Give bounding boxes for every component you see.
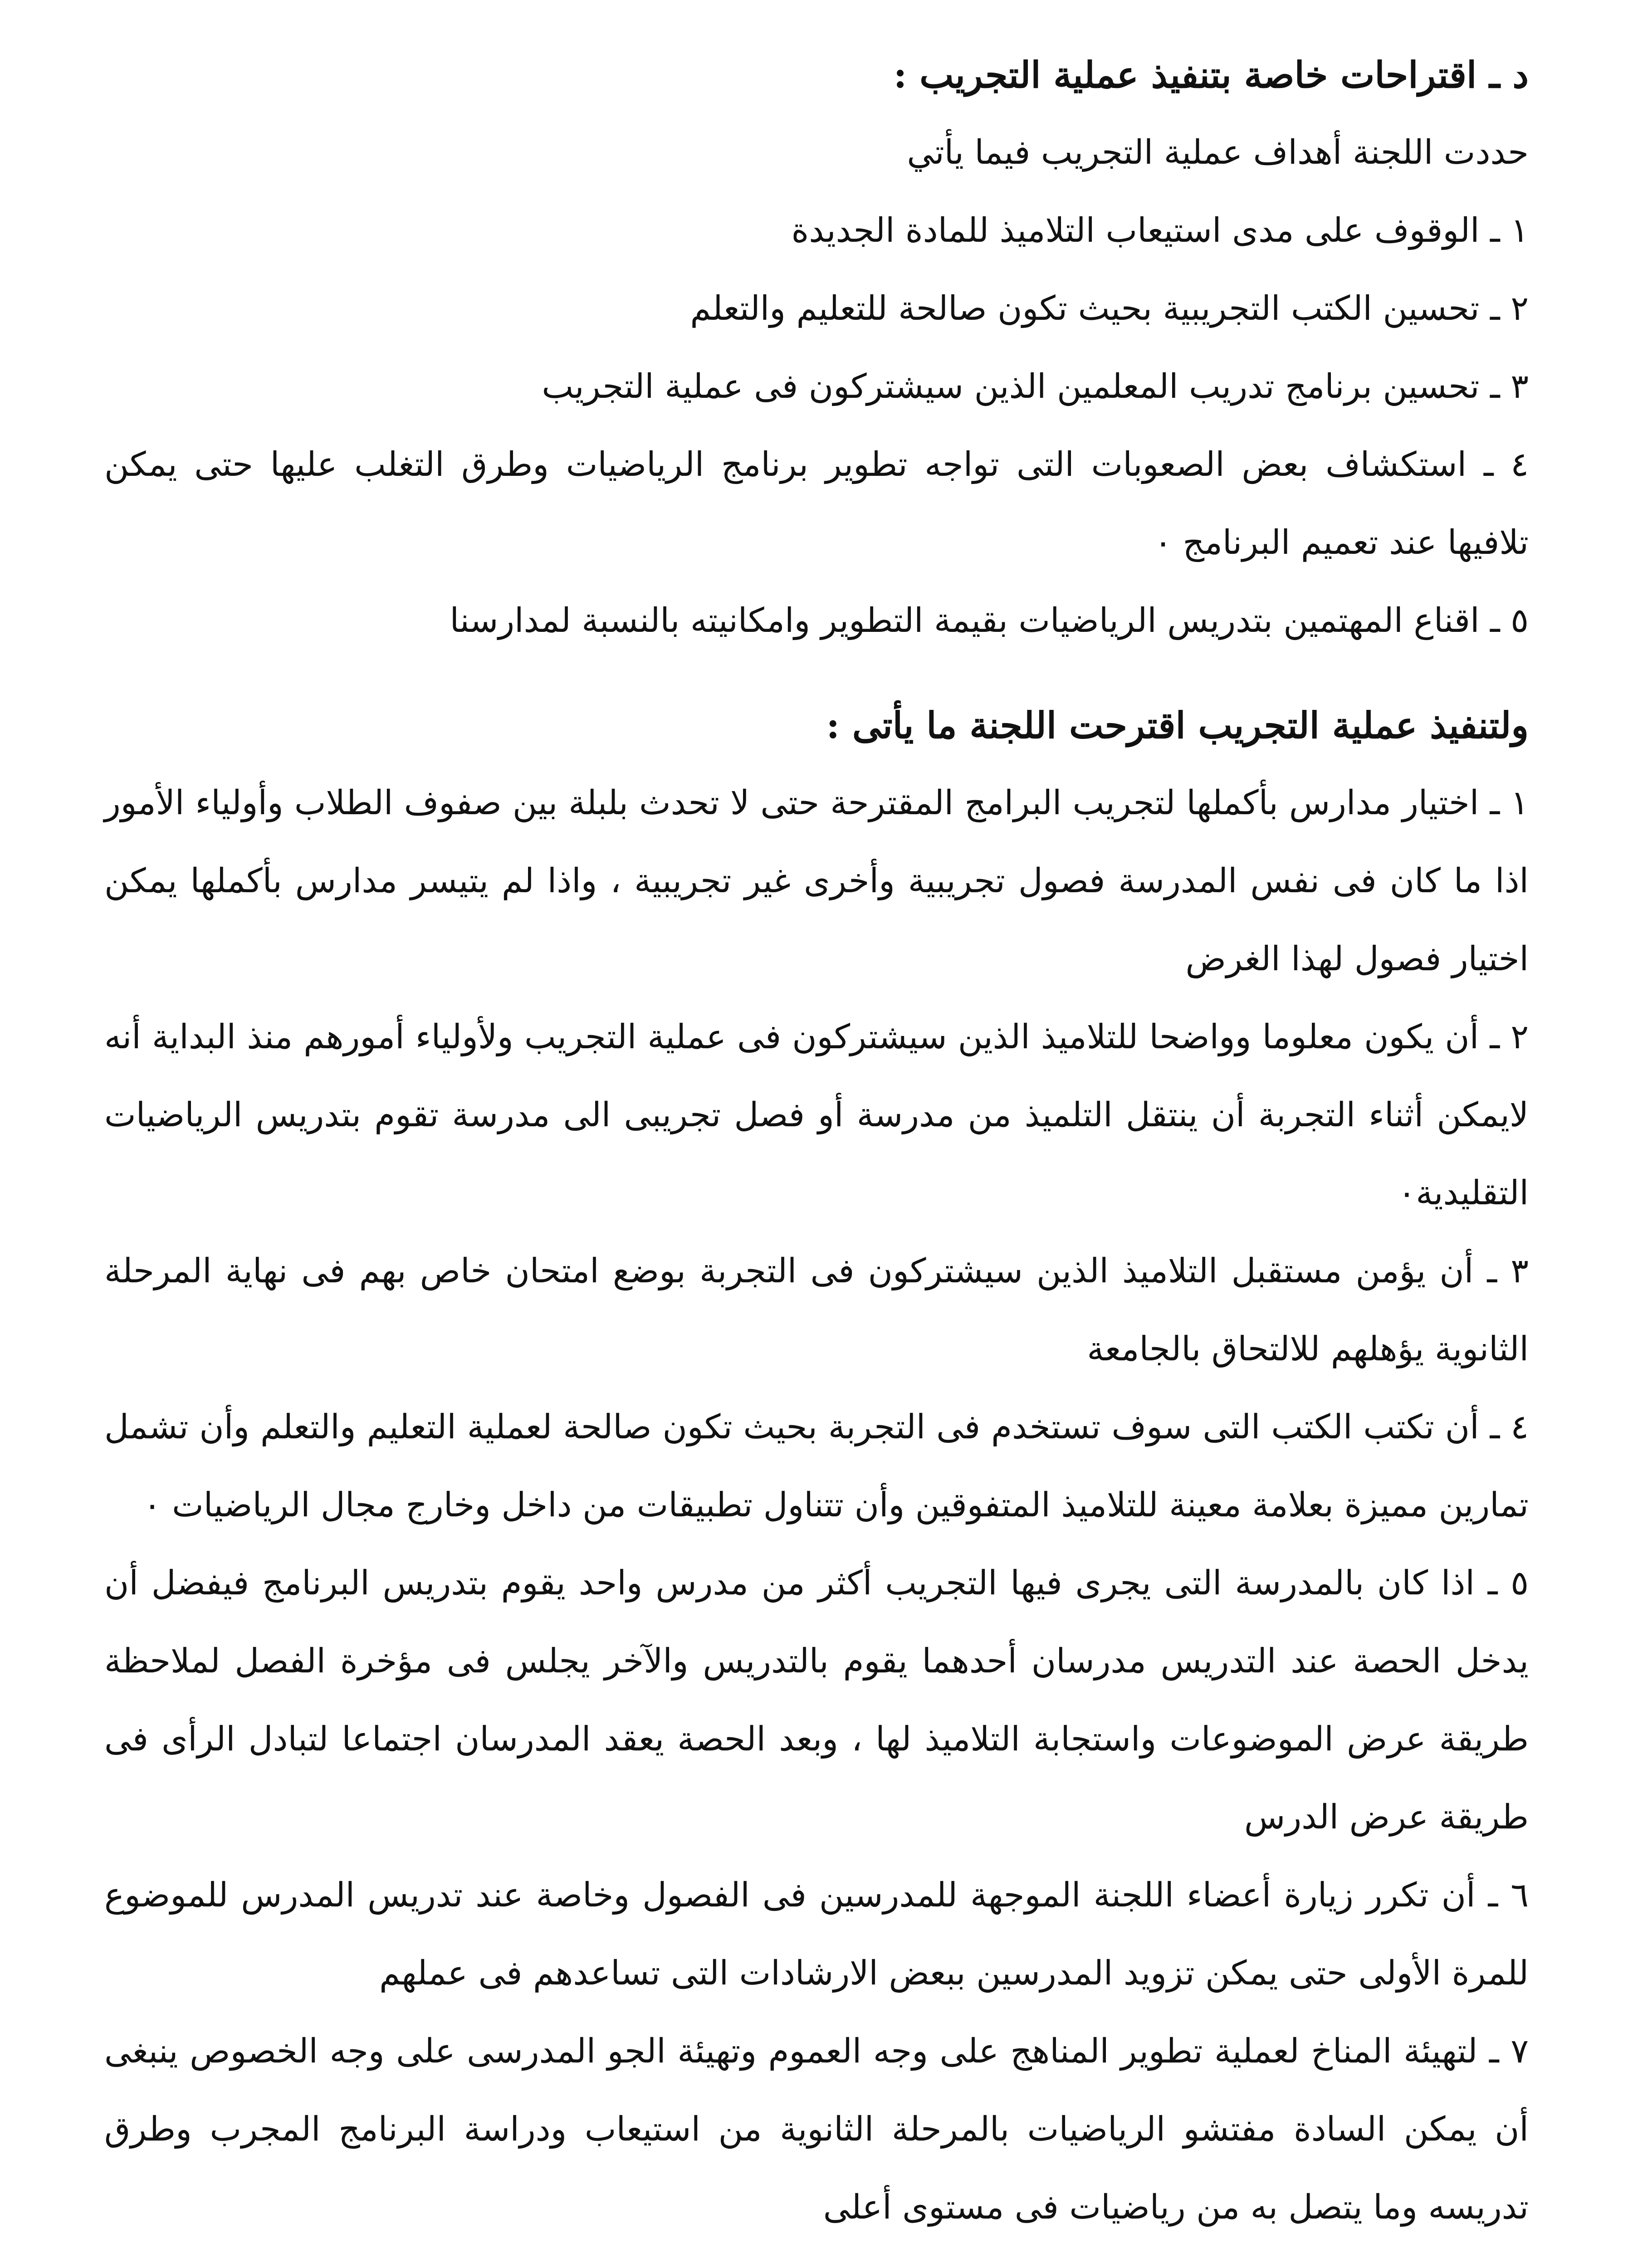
implementation-list xyxy=(104,764,1529,2246)
list-item: ٧ ـ لتهيئة المناخ لعملية تطوير المناهج على وجه العموم وتهيئة الجو المدرسى على وجه الخصوص ينبغى أن يمكن السادة مفتشو الرياضيات بالمرحلة الثانوية من استيعاب ودراسة البرنامج المجرب وطرق تدريسه وما يتصل به من رياضيات فى مستوى أعلى xyxy=(104,2032,1529,2227)
section-intro: حددت اللجنة أهداف عملية التجريب فيما يأتي xyxy=(907,133,1529,172)
list-item: ٥ ـ اذا كان بالمدرسة التى يجرى فيها التجريب أكثر من مدرس واحد يقوم بتدريس البرنامج فيفضل أن يدخل الحصة عند التدريس مدرسان أحدهما يقوم بالتدريس والآخر يجلس فى مؤخرة الفصل لملاحظة طريقة عرض الموضوعات واستجابة التلاميذ لها ، وبعد الحصة يعقد المدرسان اجتماعا لتبادل الرأى فى طريقة عرض الدرس xyxy=(104,1564,1529,1837)
list-item: ٦ ـ أن تكرر زيارة أعضاء اللجنة الموجهة للمدرسين فى الفصول وخاصة عند تدريس المدرس للموضوع للمرة الأولى حتى يمكن تزويد المدرسين ببعض الارشادات التى تساعدهم فى عملهم xyxy=(104,1876,1529,1993)
objectives-list xyxy=(104,191,1529,660)
document-page xyxy=(104,36,1529,2268)
list-item: ١ ـ اختيار مدارس بأكملها لتجريب البرامج المقترحة حتى لا تحدث بلبلة بين صفوف الطلاب وأولياء الأمور اذا ما كان فى نفس المدرسة فصول تجريبية وأخرى غير تجريبية ، واذا لم يتيسر مدارس بأكملها يمكن اختيار فصول لهذا الغرض xyxy=(104,783,1529,978)
section-implementation xyxy=(104,687,1529,2246)
section-heading: د ـ اقتراحات خاصة بتنفيذ عملية التجريب : xyxy=(893,54,1529,96)
section-heading: ولتنفيذ عملية التجريب اقترحت اللجنة ما يأتى : xyxy=(826,704,1529,747)
list-item: ٥ ـ اقناع المهتمين بتدريس الرياضيات بقيمة التطوير وامكانيته بالنسبة لمدارسنا xyxy=(450,601,1529,640)
list-item: ٣ ـ أن يؤمن مستقبل التلاميذ الذين سيشتركون فى التجربة بوضع امتحان خاص بهم فى نهاية المرحلة الثانوية يؤهلهم للالتحاق بالجامعة xyxy=(104,1251,1529,1369)
list-item: ٢ ـ أن يكون معلوما وواضحا للتلاميذ الذين سيشتركون فى عملية التجريب ولأولياء أمورهم منذ البداية أنه لايمكن أثناء التجربة أن ينتقل التلميذ من مدرسة أو فصل تجريبى الى مدرسة تقوم بتدريس الرياضيات التقليدية٠ xyxy=(104,1017,1529,1212)
list-item: ٢ ـ تحسين الكتب التجريبية بحيث تكون صالحة للتعليم والتعلم xyxy=(690,289,1529,328)
list-item: ٤ ـ استكشاف بعض الصعوبات التى تواجه تطوير برنامج الرياضيات وطرق التغلب عليها حتى يمكن تلافيها عند تعميم البرنامج ٠ xyxy=(104,445,1529,562)
list-item: ٣ ـ تحسين برنامج تدريب المعلمين الذين سيشتركون فى عملية التجريب xyxy=(542,367,1529,406)
list-item: ١ ـ الوقوف على مدى استيعاب التلاميذ للمادة الجديدة xyxy=(791,211,1529,250)
section-suggestions xyxy=(104,36,1529,660)
list-item: ٤ ـ أن تكتب الكتب التى سوف تستخدم فى التجربة بحيث تكون صالحة لعملية التعليم والتعلم وأن تشمل تمارين مميزة بعلامة معينة للتلاميذ المتفوقين وأن تتناول تطبيقات من داخل وخارج مجال الرياضيات ٠ xyxy=(104,1408,1529,1525)
